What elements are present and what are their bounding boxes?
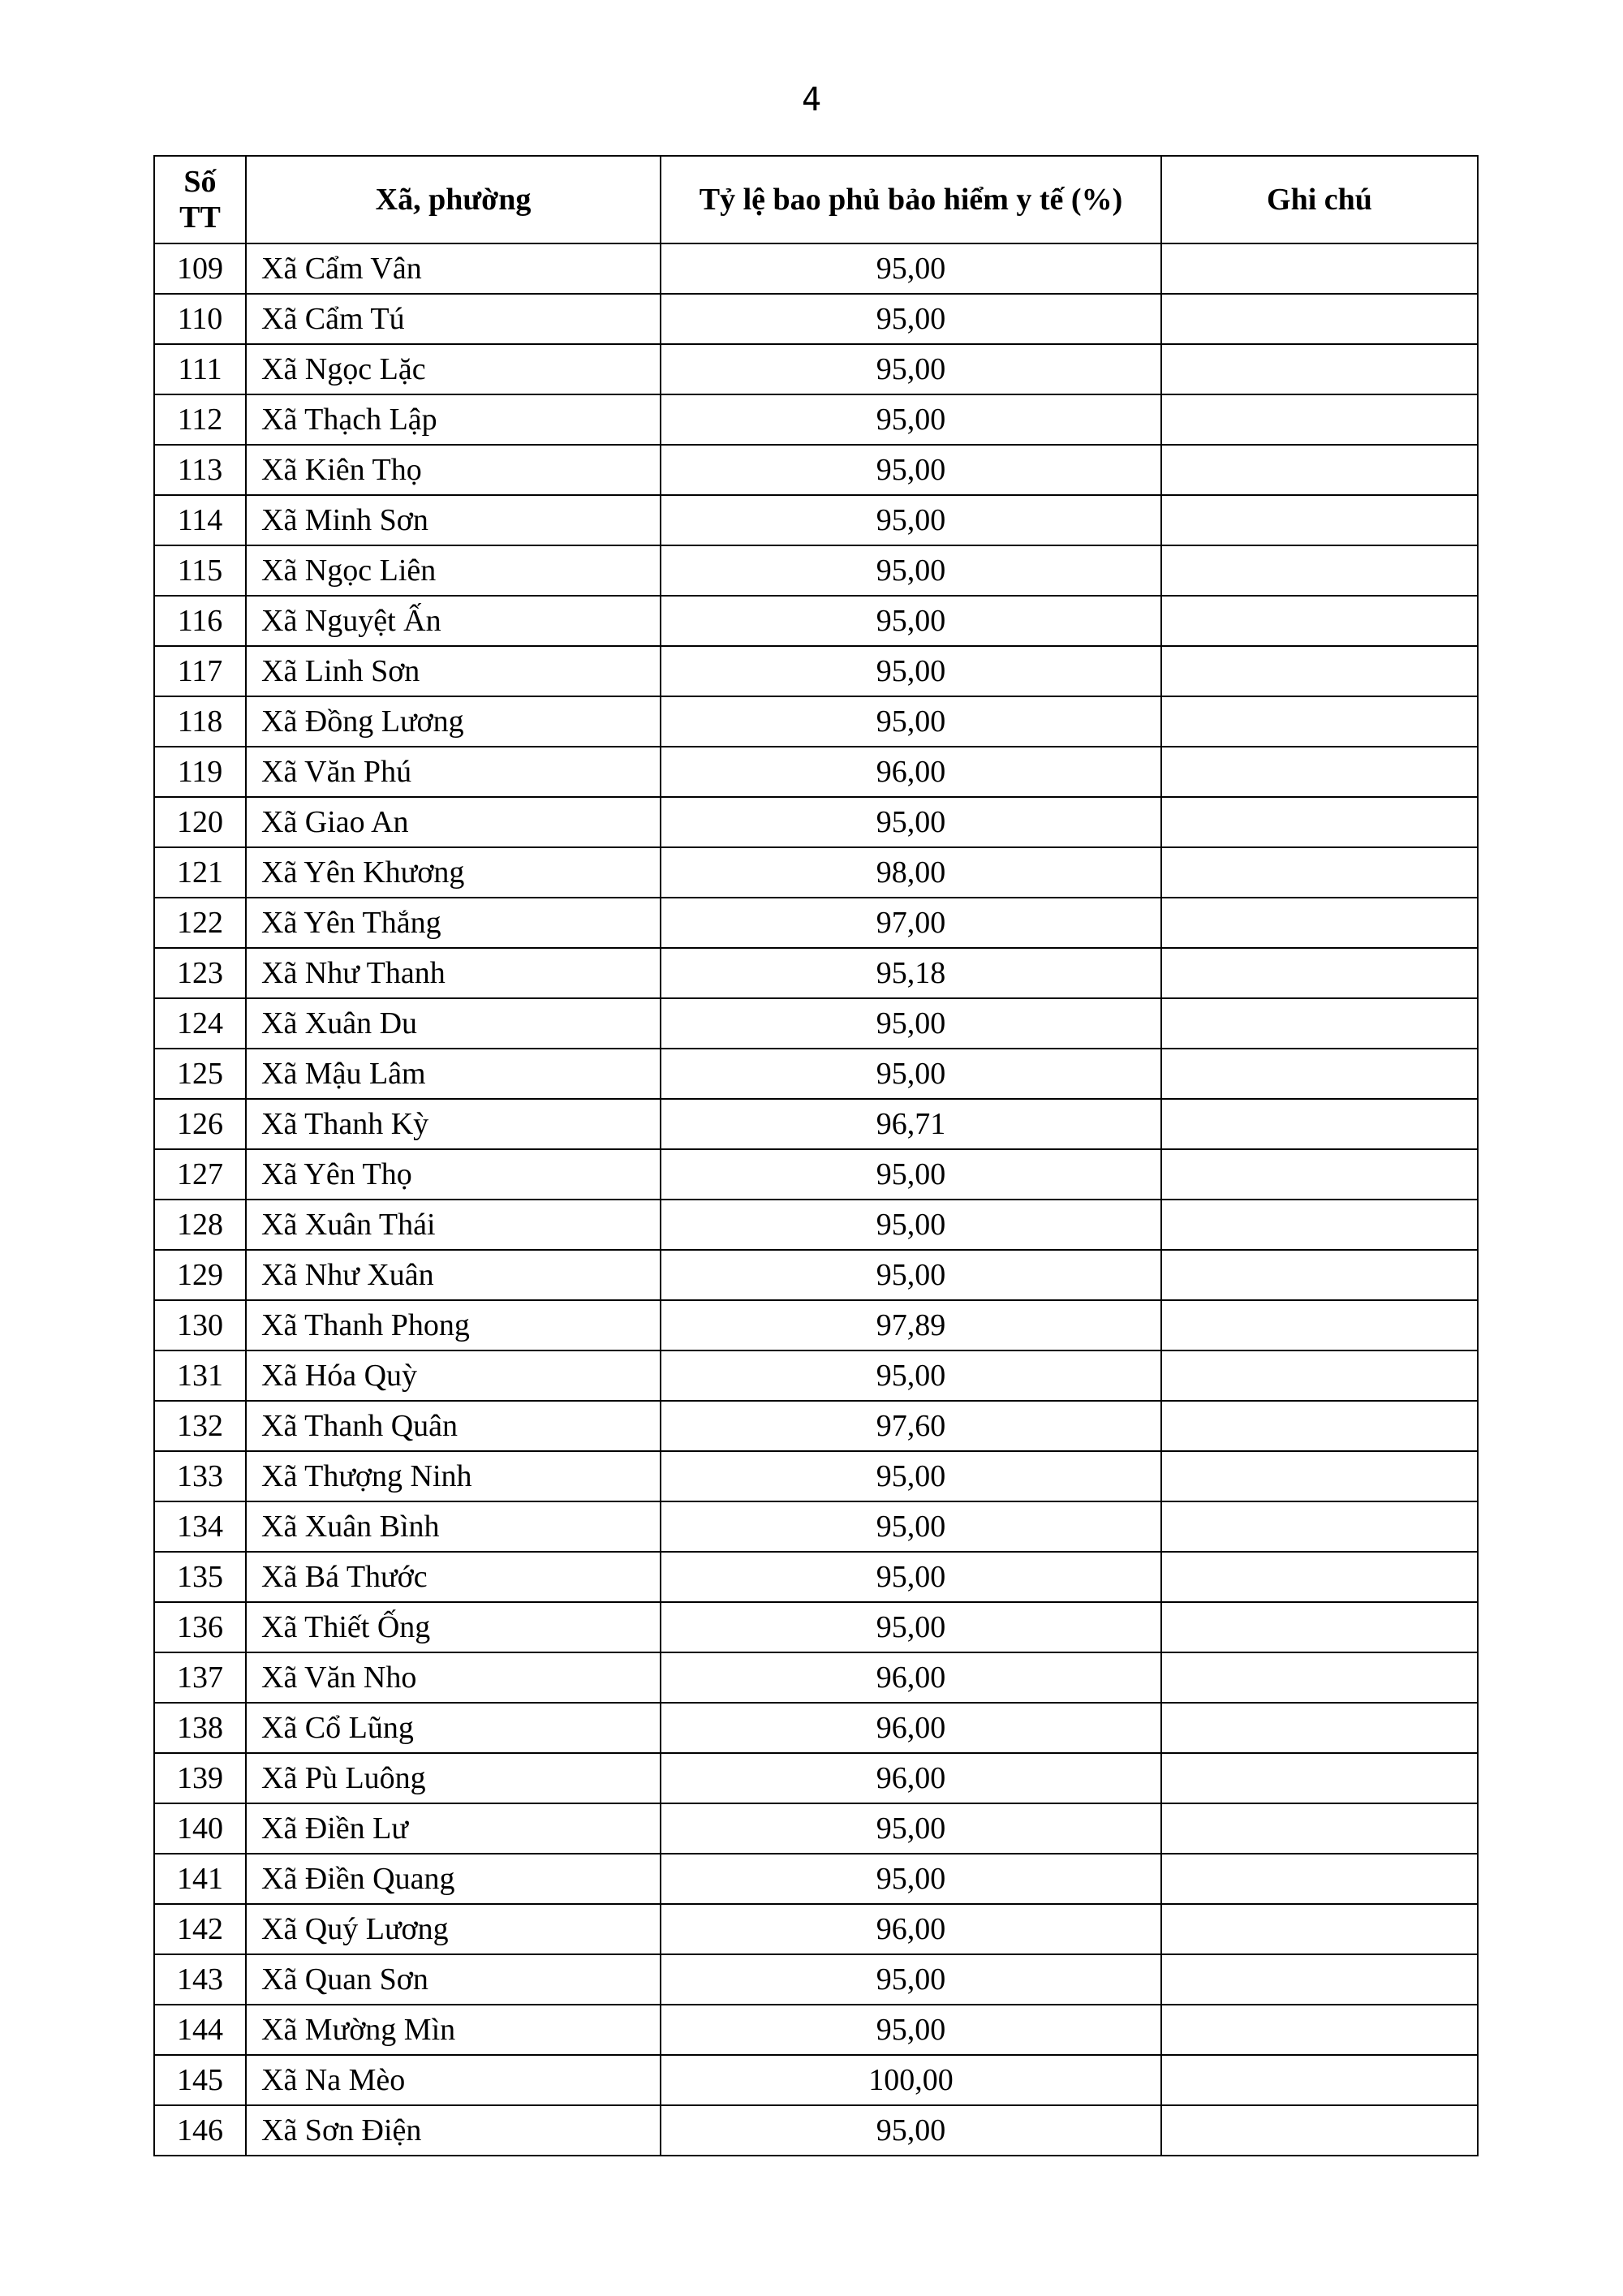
cell-commune-name: Xã Điền Lư bbox=[246, 1803, 661, 1854]
table-row bbox=[154, 1854, 1478, 1904]
cell-note bbox=[1161, 998, 1478, 1049]
cell-stt: 111 bbox=[154, 344, 246, 394]
cell-stt: 135 bbox=[154, 1552, 246, 1602]
cell-note bbox=[1161, 1099, 1478, 1149]
cell-commune-name: Xã Ngọc Lặc bbox=[246, 344, 661, 394]
cell-commune-name: Xã Yên Thọ bbox=[246, 1149, 661, 1200]
cell-stt: 136 bbox=[154, 1602, 246, 1652]
cell-note bbox=[1161, 1753, 1478, 1803]
cell-coverage-rate: 95,00 bbox=[661, 1149, 1161, 1200]
table-row bbox=[154, 1401, 1478, 1451]
cell-note bbox=[1161, 495, 1478, 545]
cell-note bbox=[1161, 948, 1478, 998]
cell-coverage-rate: 96,71 bbox=[661, 1099, 1161, 1149]
cell-note bbox=[1161, 344, 1478, 394]
table-row bbox=[154, 294, 1478, 344]
cell-commune-name: Xã Na Mèo bbox=[246, 2055, 661, 2105]
cell-coverage-rate: 95,00 bbox=[661, 1501, 1161, 1552]
header-note: Ghi chú bbox=[1161, 156, 1478, 243]
cell-note bbox=[1161, 1200, 1478, 1250]
cell-coverage-rate: 95,00 bbox=[661, 1954, 1161, 2005]
cell-coverage-rate: 95,00 bbox=[661, 2105, 1161, 2156]
cell-note bbox=[1161, 1854, 1478, 1904]
cell-note bbox=[1161, 445, 1478, 495]
cell-commune-name: Xã Kiên Thọ bbox=[246, 445, 661, 495]
cell-coverage-rate: 95,00 bbox=[661, 2005, 1161, 2055]
cell-stt: 126 bbox=[154, 1099, 246, 1149]
cell-commune-name: Xã Văn Phú bbox=[246, 747, 661, 797]
cell-commune-name: Xã Cổ Lũng bbox=[246, 1703, 661, 1753]
cell-commune-name: Xã Thanh Phong bbox=[246, 1300, 661, 1350]
cell-stt: 134 bbox=[154, 1501, 246, 1552]
cell-commune-name: Xã Như Xuân bbox=[246, 1250, 661, 1300]
cell-stt: 115 bbox=[154, 545, 246, 596]
cell-note bbox=[1161, 2105, 1478, 2156]
cell-stt: 132 bbox=[154, 1401, 246, 1451]
cell-stt: 114 bbox=[154, 495, 246, 545]
cell-stt: 127 bbox=[154, 1149, 246, 1200]
cell-note bbox=[1161, 1954, 1478, 2005]
cell-coverage-rate: 95,00 bbox=[661, 696, 1161, 747]
cell-commune-name: Xã Cẩm Tú bbox=[246, 294, 661, 344]
cell-note bbox=[1161, 898, 1478, 948]
table-row bbox=[154, 1652, 1478, 1703]
cell-note bbox=[1161, 243, 1478, 294]
table-row bbox=[154, 1099, 1478, 1149]
cell-coverage-rate: 95,00 bbox=[661, 243, 1161, 294]
cell-note bbox=[1161, 1904, 1478, 1954]
cell-commune-name: Xã Như Thanh bbox=[246, 948, 661, 998]
page-number: 4 bbox=[801, 81, 822, 118]
cell-note bbox=[1161, 797, 1478, 847]
table-row bbox=[154, 1803, 1478, 1854]
cell-coverage-rate: 95,18 bbox=[661, 948, 1161, 998]
table-row bbox=[154, 1451, 1478, 1501]
table-row bbox=[154, 1350, 1478, 1401]
cell-coverage-rate: 95,00 bbox=[661, 1250, 1161, 1300]
table-row bbox=[154, 1954, 1478, 2005]
cell-coverage-rate: 96,00 bbox=[661, 1753, 1161, 1803]
cell-stt: 133 bbox=[154, 1451, 246, 1501]
table-row bbox=[154, 1501, 1478, 1552]
cell-stt: 139 bbox=[154, 1753, 246, 1803]
cell-note bbox=[1161, 1049, 1478, 1099]
cell-commune-name: Xã Ngọc Liên bbox=[246, 545, 661, 596]
cell-coverage-rate: 97,89 bbox=[661, 1300, 1161, 1350]
header-rate: Tỷ lệ bao phủ bảo hiểm y tế (%) bbox=[661, 156, 1161, 243]
cell-note bbox=[1161, 646, 1478, 696]
cell-commune-name: Xã Cẩm Vân bbox=[246, 243, 661, 294]
cell-note bbox=[1161, 847, 1478, 898]
cell-commune-name: Xã Thanh Kỳ bbox=[246, 1099, 661, 1149]
table-row bbox=[154, 797, 1478, 847]
cell-commune-name: Xã Giao An bbox=[246, 797, 661, 847]
cell-coverage-rate: 95,00 bbox=[661, 1552, 1161, 1602]
cell-commune-name: Xã Pù Luông bbox=[246, 1753, 661, 1803]
table-row bbox=[154, 495, 1478, 545]
cell-note bbox=[1161, 1300, 1478, 1350]
cell-stt: 120 bbox=[154, 797, 246, 847]
cell-coverage-rate: 97,60 bbox=[661, 1401, 1161, 1451]
header-stt bbox=[154, 156, 246, 243]
table-row bbox=[154, 2005, 1478, 2055]
table-body bbox=[154, 243, 1478, 2156]
cell-stt: 146 bbox=[154, 2105, 246, 2156]
cell-commune-name: Xã Mường Mìn bbox=[246, 2005, 661, 2055]
cell-note bbox=[1161, 1501, 1478, 1552]
cell-commune-name: Xã Thanh Quân bbox=[246, 1401, 661, 1451]
table-header bbox=[154, 156, 1478, 243]
table-row bbox=[154, 344, 1478, 394]
cell-stt: 141 bbox=[154, 1854, 246, 1904]
cell-stt: 124 bbox=[154, 998, 246, 1049]
cell-stt: 109 bbox=[154, 243, 246, 294]
table-row bbox=[154, 1149, 1478, 1200]
cell-note bbox=[1161, 1401, 1478, 1451]
cell-note bbox=[1161, 1250, 1478, 1300]
table-row bbox=[154, 1552, 1478, 1602]
cell-coverage-rate: 98,00 bbox=[661, 847, 1161, 898]
table-row bbox=[154, 1049, 1478, 1099]
cell-coverage-rate: 95,00 bbox=[661, 294, 1161, 344]
cell-commune-name: Xã Yên Thắng bbox=[246, 898, 661, 948]
cell-coverage-rate: 95,00 bbox=[661, 545, 1161, 596]
cell-stt: 113 bbox=[154, 445, 246, 495]
cell-coverage-rate: 95,00 bbox=[661, 1451, 1161, 1501]
cell-note bbox=[1161, 1552, 1478, 1602]
cell-coverage-rate: 95,00 bbox=[661, 1049, 1161, 1099]
cell-coverage-rate: 95,00 bbox=[661, 1200, 1161, 1250]
cell-commune-name: Xã Mậu Lâm bbox=[246, 1049, 661, 1099]
cell-coverage-rate: 96,00 bbox=[661, 1652, 1161, 1703]
cell-coverage-rate: 96,00 bbox=[661, 1904, 1161, 1954]
cell-commune-name: Xã Linh Sơn bbox=[246, 646, 661, 696]
cell-commune-name: Xã Điền Quang bbox=[246, 1854, 661, 1904]
cell-stt: 137 bbox=[154, 1652, 246, 1703]
cell-commune-name: Xã Thiết Ống bbox=[246, 1602, 661, 1652]
table-row bbox=[154, 445, 1478, 495]
cell-note bbox=[1161, 1451, 1478, 1501]
cell-stt: 121 bbox=[154, 847, 246, 898]
table-row bbox=[154, 1602, 1478, 1652]
cell-note bbox=[1161, 394, 1478, 445]
cell-coverage-rate: 95,00 bbox=[661, 394, 1161, 445]
cell-stt: 145 bbox=[154, 2055, 246, 2105]
cell-coverage-rate: 95,00 bbox=[661, 344, 1161, 394]
cell-commune-name: Xã Quan Sơn bbox=[246, 1954, 661, 2005]
cell-commune-name: Xã Hóa Quỳ bbox=[246, 1350, 661, 1401]
cell-coverage-rate: 96,00 bbox=[661, 747, 1161, 797]
cell-coverage-rate: 95,00 bbox=[661, 646, 1161, 696]
table-row bbox=[154, 948, 1478, 998]
table-row bbox=[154, 545, 1478, 596]
cell-note bbox=[1161, 696, 1478, 747]
table-row bbox=[154, 1300, 1478, 1350]
cell-stt: 122 bbox=[154, 898, 246, 948]
table-row bbox=[154, 1904, 1478, 1954]
table-row bbox=[154, 747, 1478, 797]
cell-commune-name: Xã Bá Thước bbox=[246, 1552, 661, 1602]
cell-note bbox=[1161, 1149, 1478, 1200]
cell-commune-name: Xã Đồng Lương bbox=[246, 696, 661, 747]
cell-commune-name: Xã Xuân Bình bbox=[246, 1501, 661, 1552]
cell-note bbox=[1161, 2055, 1478, 2105]
cell-stt: 123 bbox=[154, 948, 246, 998]
table-row bbox=[154, 898, 1478, 948]
cell-note bbox=[1161, 1803, 1478, 1854]
cell-stt: 144 bbox=[154, 2005, 246, 2055]
cell-commune-name: Xã Nguyệt Ấn bbox=[246, 596, 661, 646]
table-row bbox=[154, 847, 1478, 898]
header-stt-label: Số TT bbox=[179, 165, 221, 235]
cell-stt: 125 bbox=[154, 1049, 246, 1099]
cell-stt: 117 bbox=[154, 646, 246, 696]
table-row bbox=[154, 646, 1478, 696]
table-row bbox=[154, 696, 1478, 747]
cell-coverage-rate: 95,00 bbox=[661, 1803, 1161, 1854]
table-row bbox=[154, 1703, 1478, 1753]
cell-note bbox=[1161, 1602, 1478, 1652]
cell-commune-name: Xã Xuân Du bbox=[246, 998, 661, 1049]
cell-stt: 119 bbox=[154, 747, 246, 797]
table-row bbox=[154, 998, 1478, 1049]
cell-commune-name: Xã Xuân Thái bbox=[246, 1200, 661, 1250]
table-row bbox=[154, 596, 1478, 646]
cell-coverage-rate: 95,00 bbox=[661, 495, 1161, 545]
header-name: Xã, phường bbox=[246, 156, 661, 243]
cell-note bbox=[1161, 2005, 1478, 2055]
cell-note bbox=[1161, 545, 1478, 596]
cell-stt: 128 bbox=[154, 1200, 246, 1250]
cell-coverage-rate: 100,00 bbox=[661, 2055, 1161, 2105]
cell-commune-name: Xã Thạch Lập bbox=[246, 394, 661, 445]
cell-coverage-rate: 95,00 bbox=[661, 445, 1161, 495]
cell-note bbox=[1161, 1652, 1478, 1703]
cell-stt: 142 bbox=[154, 1904, 246, 1954]
cell-stt: 131 bbox=[154, 1350, 246, 1401]
cell-stt: 110 bbox=[154, 294, 246, 344]
cell-stt: 143 bbox=[154, 1954, 246, 2005]
cell-note bbox=[1161, 294, 1478, 344]
cell-stt: 140 bbox=[154, 1803, 246, 1854]
cell-commune-name: Xã Sơn Điện bbox=[246, 2105, 661, 2156]
cell-stt: 118 bbox=[154, 696, 246, 747]
cell-commune-name: Xã Quý Lương bbox=[246, 1904, 661, 1954]
table-row bbox=[154, 394, 1478, 445]
cell-stt: 116 bbox=[154, 596, 246, 646]
cell-coverage-rate: 95,00 bbox=[661, 1854, 1161, 1904]
table-row bbox=[154, 1250, 1478, 1300]
cell-stt: 129 bbox=[154, 1250, 246, 1300]
cell-coverage-rate: 96,00 bbox=[661, 1703, 1161, 1753]
cell-coverage-rate: 95,00 bbox=[661, 1602, 1161, 1652]
cell-coverage-rate: 95,00 bbox=[661, 998, 1161, 1049]
cell-commune-name: Xã Văn Nho bbox=[246, 1652, 661, 1703]
coverage-table bbox=[153, 155, 1479, 2156]
table-row bbox=[154, 1200, 1478, 1250]
table-row bbox=[154, 2055, 1478, 2105]
cell-stt: 138 bbox=[154, 1703, 246, 1753]
table-row bbox=[154, 1753, 1478, 1803]
cell-note bbox=[1161, 747, 1478, 797]
cell-coverage-rate: 95,00 bbox=[661, 797, 1161, 847]
cell-note bbox=[1161, 596, 1478, 646]
cell-coverage-rate: 97,00 bbox=[661, 898, 1161, 948]
table-row bbox=[154, 243, 1478, 294]
cell-stt: 112 bbox=[154, 394, 246, 445]
cell-commune-name: Xã Minh Sơn bbox=[246, 495, 661, 545]
cell-note bbox=[1161, 1350, 1478, 1401]
cell-commune-name: Xã Thượng Ninh bbox=[246, 1451, 661, 1501]
cell-commune-name: Xã Yên Khương bbox=[246, 847, 661, 898]
header-row bbox=[154, 156, 1478, 243]
cell-coverage-rate: 95,00 bbox=[661, 1350, 1161, 1401]
cell-note bbox=[1161, 1703, 1478, 1753]
cell-coverage-rate: 95,00 bbox=[661, 596, 1161, 646]
cell-stt: 130 bbox=[154, 1300, 246, 1350]
table-row bbox=[154, 2105, 1478, 2156]
